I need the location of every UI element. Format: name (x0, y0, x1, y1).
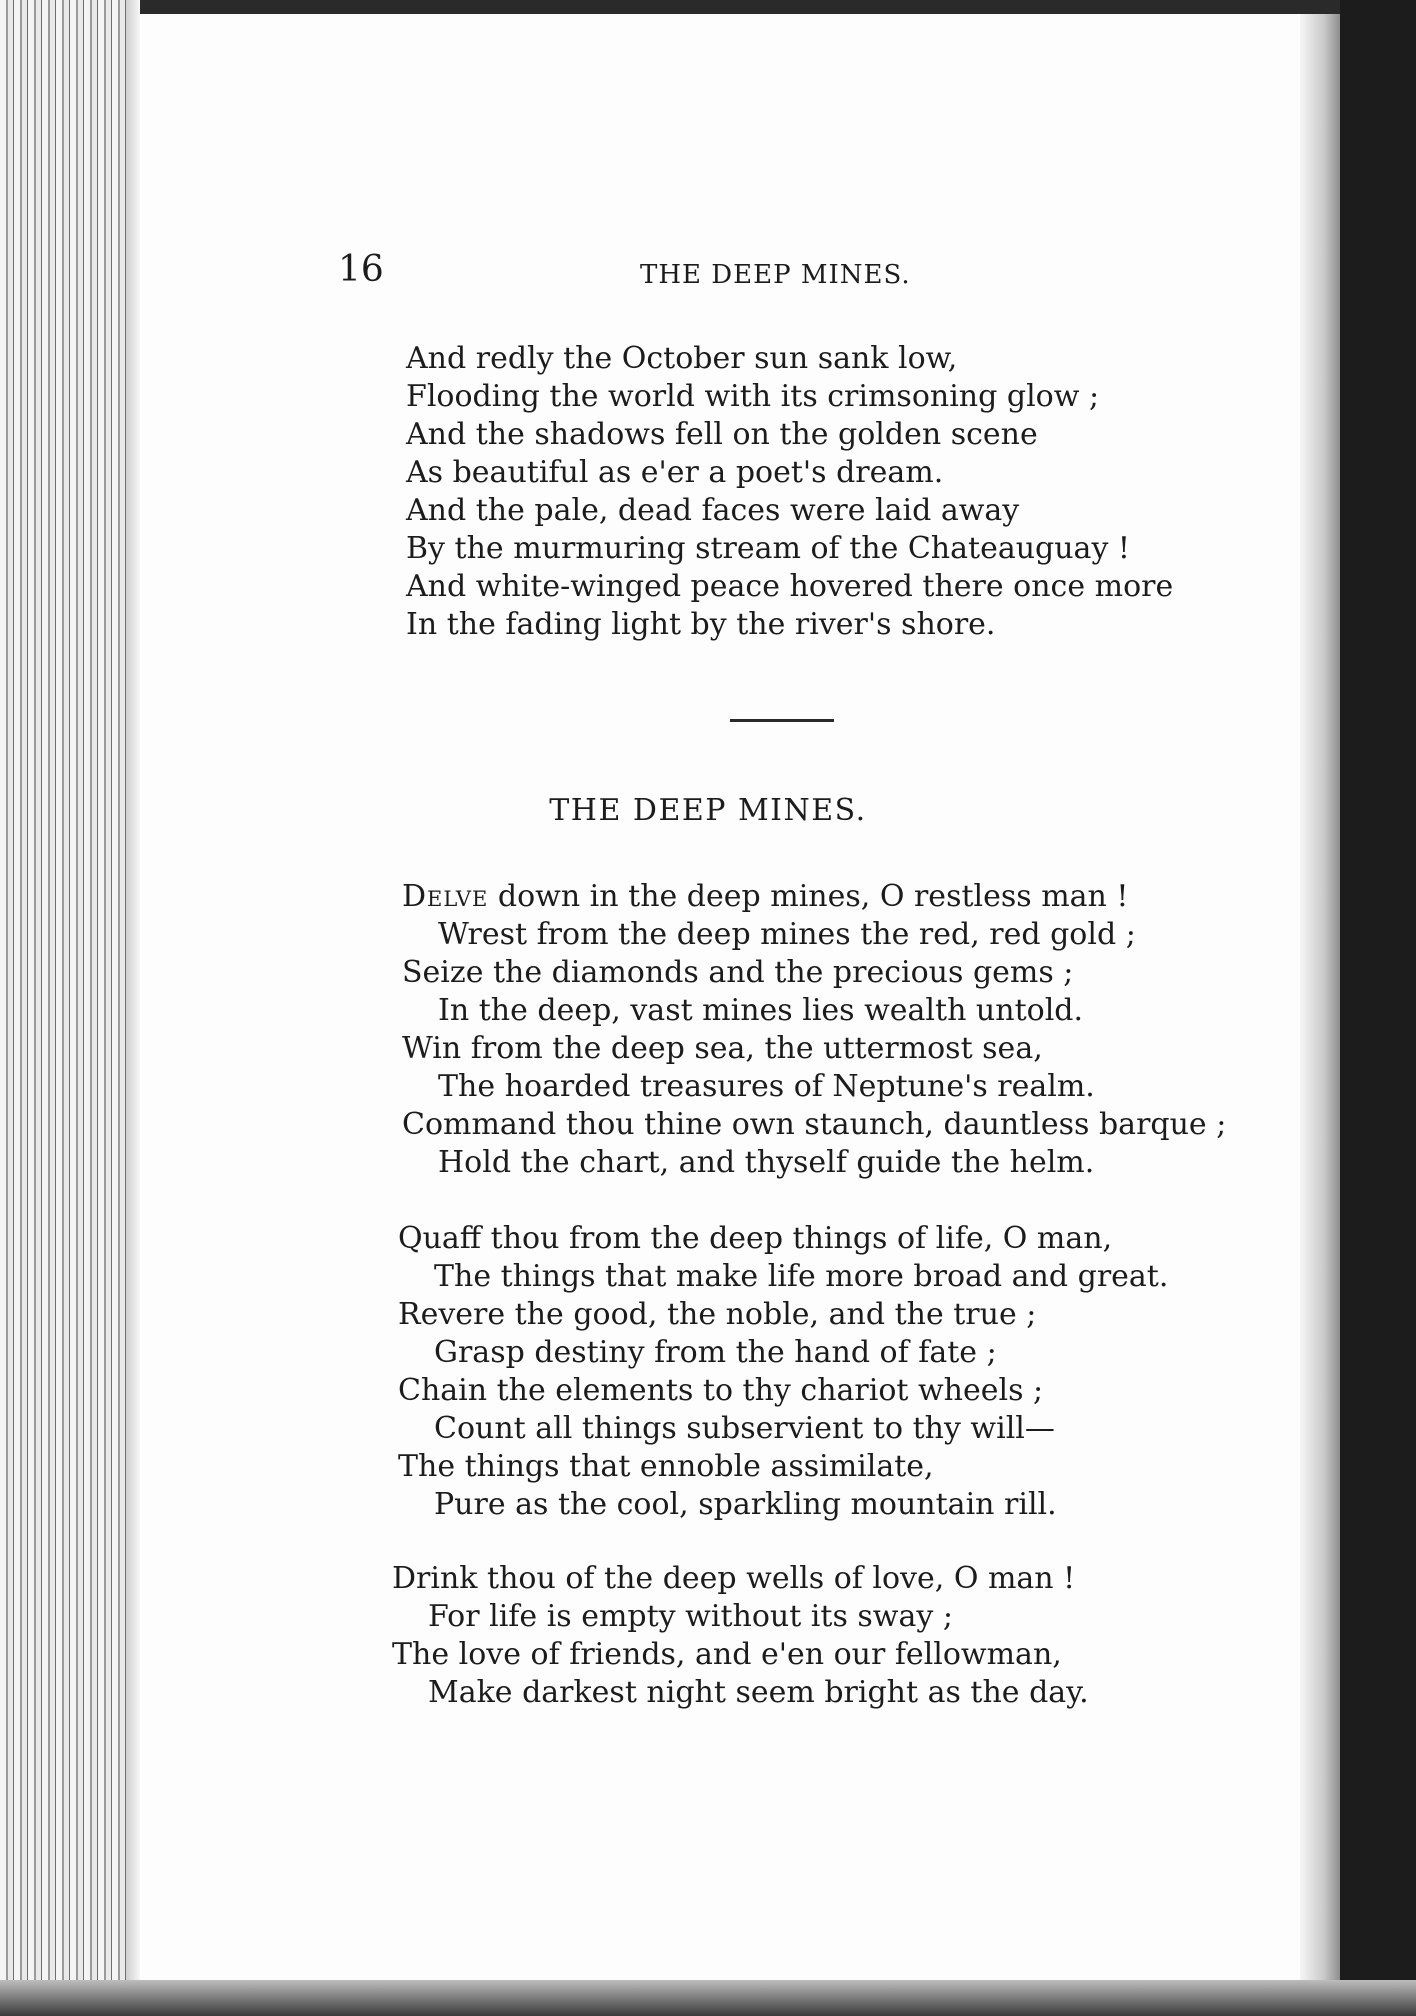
verse-line: The things that make life more broad and great. (434, 1259, 1169, 1294)
verse-line: Chain the elements to thy chariot wheels ; (398, 1373, 1044, 1408)
verse-line: In the fading light by the river's shore. (406, 607, 996, 642)
running-head: THE DEEP MINES. (640, 260, 911, 290)
book-page-edges (0, 0, 140, 2016)
page-number: 16 (338, 249, 384, 290)
verse-line: The hoarded treasures of Neptune's realm. (438, 1069, 1095, 1104)
verse-line: The love of friends, and e'en our fellowman, (392, 1637, 1062, 1672)
verse-line: As beautiful as e'er a poet's dream. (406, 455, 944, 490)
verse-line: Drink thou of the deep wells of love, O man ! (392, 1561, 1076, 1596)
stanza-2 (398, 1220, 1168, 1524)
verse-line: And the pale, dead faces were laid away (406, 493, 1020, 528)
verse-line: By the murmuring stream of the Chateauguay ! (406, 531, 1130, 566)
verse-line: Hold the chart, and thyself guide the helm. (438, 1145, 1095, 1180)
verse-line: The things that ennoble assimilate, (398, 1449, 934, 1484)
verse-line: Command thou thine own staunch, dauntless barque ; (402, 1107, 1227, 1142)
verse-line: For life is empty without its sway ; (428, 1599, 953, 1634)
section-divider (730, 719, 834, 722)
gutter-shadow (1300, 14, 1340, 1980)
verse-line: Quaff thou from the deep things of life, O man, (398, 1221, 1113, 1256)
previous-poem-ending (406, 340, 1173, 644)
scan-right-border (1340, 0, 1416, 2016)
verse-line: In the deep, vast mines lies wealth untold. (438, 993, 1084, 1028)
drop-word: Delve (402, 879, 489, 914)
verse-line: And redly the October sun sank low, (406, 341, 958, 376)
verse-line: Flooding the world with its crimsoning glow ; (406, 379, 1100, 414)
verse-line (402, 878, 1226, 916)
stanza-3 (392, 1560, 1089, 1712)
verse-line: Count all things subservient to thy will— (434, 1411, 1055, 1446)
verse-line: Grasp destiny from the hand of fate ; (434, 1335, 997, 1370)
stanza-1 (402, 878, 1226, 1182)
verse-line: And the shadows fell on the golden scene (406, 417, 1038, 452)
verse-line: Wrest from the deep mines the red, red gold ; (438, 917, 1136, 952)
verse-line: Make darkest night seem bright as the day. (428, 1675, 1089, 1710)
verse-line: Seize the diamonds and the precious gems ; (402, 955, 1074, 990)
scan-bottom-border (0, 1980, 1416, 2016)
verse-line: And white-winged peace hovered there once more (406, 569, 1174, 604)
verse-line: Pure as the cool, sparkling mountain rill. (434, 1487, 1057, 1522)
poem-title: THE DEEP MINES. (549, 793, 867, 828)
verse-line: Win from the deep sea, the uttermost sea, (402, 1031, 1043, 1066)
verse-line-rest: down in the deep mines, O restless man ! (488, 879, 1129, 914)
scan-top-border (0, 0, 1416, 14)
verse-line: Revere the good, the noble, and the true ; (398, 1297, 1037, 1332)
